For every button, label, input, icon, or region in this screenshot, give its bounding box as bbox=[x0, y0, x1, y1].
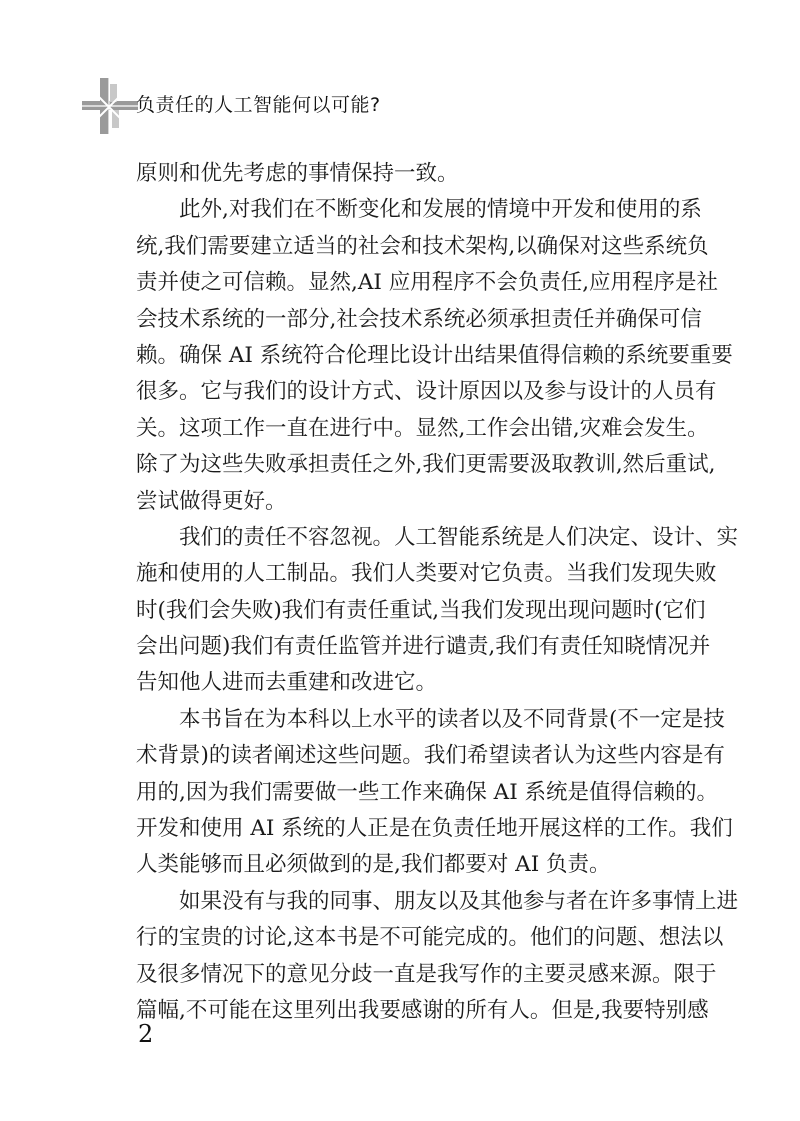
text-line: 告知他人进而去重建和改进它。 bbox=[136, 670, 438, 696]
text-line: 施和使用的人工制品。我们人类要对它负责。当我们发现失败 bbox=[136, 561, 717, 587]
paragraph bbox=[136, 156, 670, 192]
text-line: 尝试做得更好。 bbox=[136, 488, 287, 514]
text-line: 此外,对我们在不断变化和发展的情境中开发和使用的系 bbox=[179, 197, 702, 223]
paragraph bbox=[136, 192, 733, 520]
text-line: 篇幅,不可能在这里列出我要感谢的所有人。但是,我要特别感 bbox=[136, 997, 709, 1023]
text-line: 很多。它与我们的设计方式、设计原因以及参与设计的人员有 bbox=[136, 379, 717, 405]
text-line: 关。这项工作一直在进行中。显然,工作会出错,灾难会发生。 bbox=[136, 415, 709, 441]
page-number: 2 bbox=[138, 1020, 154, 1048]
text-line: 赖。确保 AI 系统符合伦理比设计出结果值得信赖的系统要重要 bbox=[136, 342, 733, 368]
text-line: 统,我们需要建立适当的社会和技术架构,以确保对这些系统负 bbox=[136, 233, 709, 259]
text-line: 原则和优先考虑的事情保持一致。 bbox=[136, 161, 459, 186]
text-line: 我们的责任不容忽视。人工智能系统是人们决定、设计、实 bbox=[179, 524, 739, 550]
page-header bbox=[80, 76, 680, 136]
text-line: 行的宝贵的讨论,这本书是不可能完成的。他们的问题、想法以 bbox=[136, 925, 724, 951]
text-line: 会技术系统的一部分,社会技术系统必须承担责任并确保可信 bbox=[136, 306, 702, 332]
text-line: 如果没有与我的同事、朋友以及其他参与者在许多事情上进 bbox=[179, 888, 739, 914]
text-line: 除了为这些失败承担责任之外,我们更需要汲取教训,然后重试, bbox=[136, 452, 716, 478]
text-line: 及很多情况下的意见分歧一直是我写作的主要灵感来源。限于 bbox=[136, 961, 717, 987]
text-line: 开发和使用 AI 系统的人正是在负责任地开展这样的工作。我们 bbox=[136, 816, 733, 842]
text-line: 责并使之可信赖。显然,AI 应用程序不会负责任,应用程序是社 bbox=[136, 270, 719, 296]
text-line: 会出问题)我们有责任监管并进行谴责,我们有责任知晓情况并 bbox=[136, 634, 711, 660]
paragraph bbox=[136, 702, 733, 884]
paragraph bbox=[136, 520, 739, 702]
paragraph bbox=[136, 884, 739, 1030]
text-line: 时(我们会失败)我们有责任重试,当我们发现出现问题时(它们 bbox=[136, 597, 706, 623]
text-line: 本书旨在为本科以上水平的读者以及不同背景(不一定是技 bbox=[179, 706, 725, 732]
text-line: 用的,因为我们需要做一些工作来确保 AI 系统是值得信赖的。 bbox=[136, 779, 719, 805]
body-text bbox=[136, 156, 739, 1029]
text-line: 人类能够而且必须做到的是,我们都要对 AI 负责。 bbox=[136, 852, 611, 878]
asterisk-emblem-icon bbox=[80, 76, 140, 136]
text-line: 术背景)的读者阐述这些问题。我们希望读者认为这些内容是有 bbox=[136, 743, 725, 769]
running-title: 负责任的人工智能何以可能? bbox=[136, 94, 381, 116]
